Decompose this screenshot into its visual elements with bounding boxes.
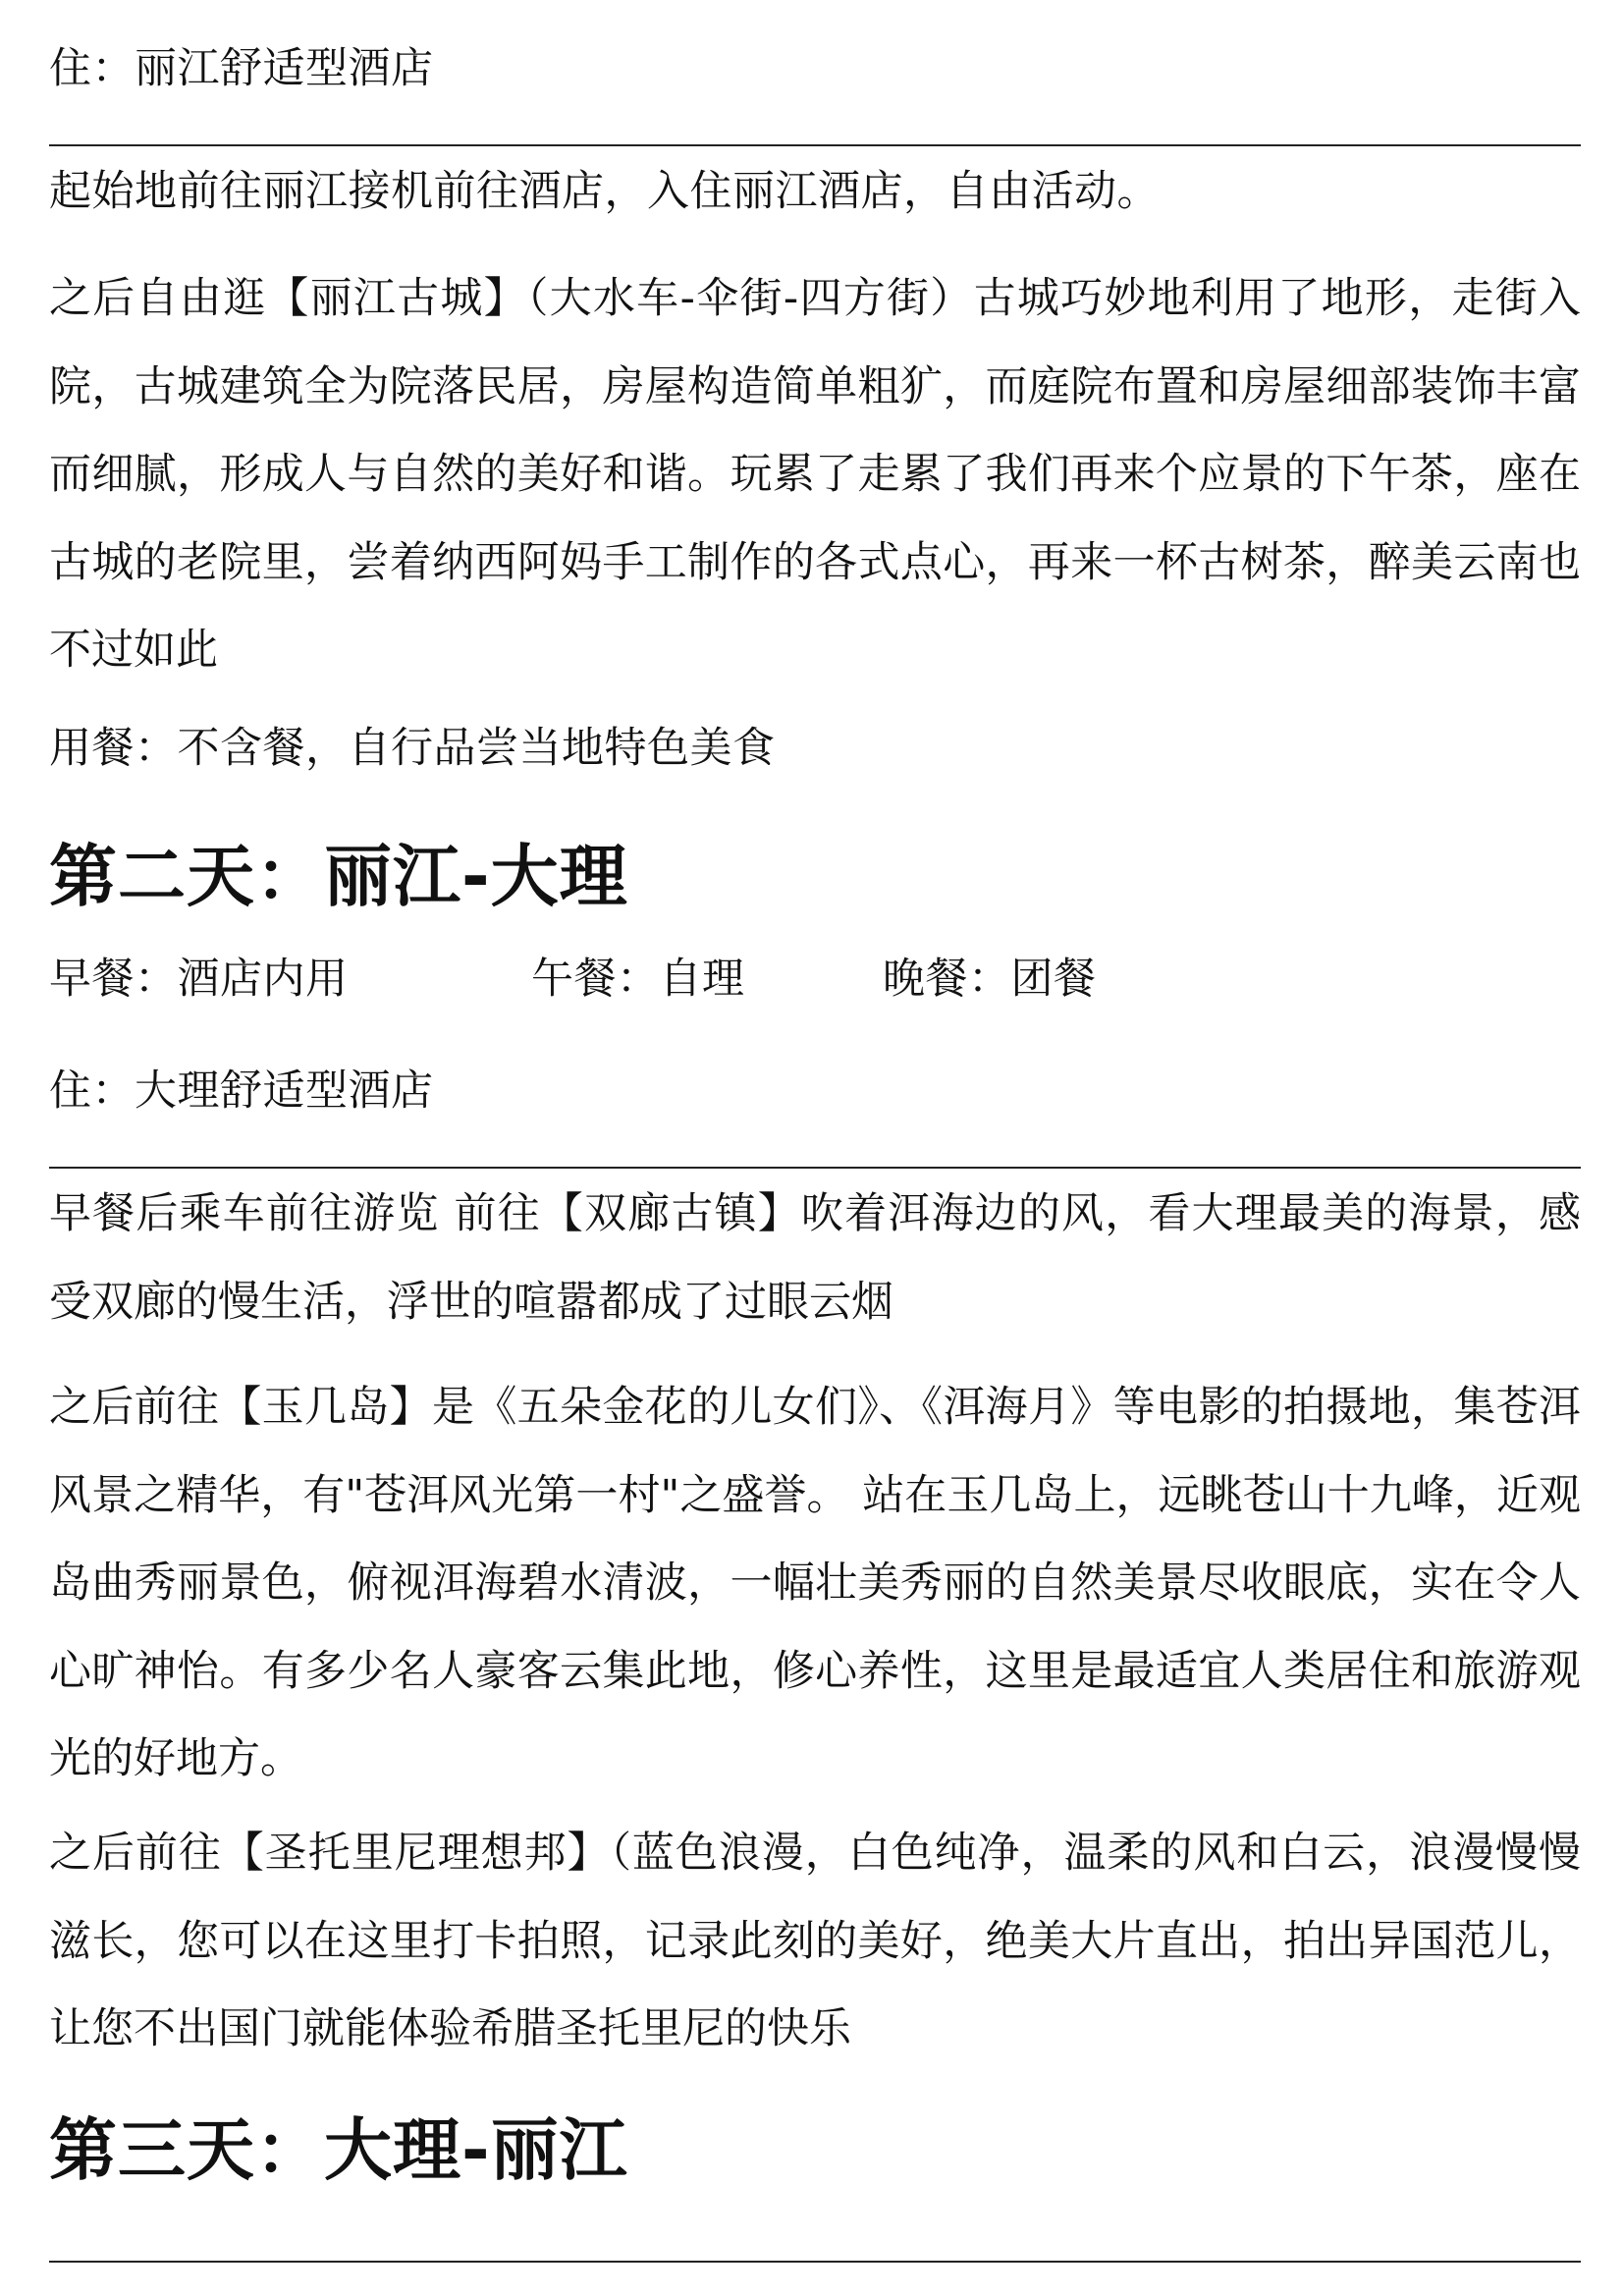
day2-paragraph-santorini: 之后前往【圣托里尼理想邦】（蓝色浪漫，白色纯净，温柔的风和白云，浪漫慢慢滋长，您可以在这里打卡拍照，记录此刻的美好，绝美大片直出，拍出异国范儿，让您不出国门就能体验希腊圣托里尼的快乐	[49, 1829, 1581, 2053]
day2-paragraph-shuanglang: 早餐后乘车前往游览 前往【双廊古镇】吹着洱海边的风，看大理最美的海景，感受双廊的慢生活，浮世的喧嚣都成了过眼云烟	[49, 1189, 1581, 1327]
day2-stay: 住：大理舒适型酒店	[49, 1066, 434, 1116]
day3-heading: 第三天：大理-丽江	[49, 2111, 628, 2190]
day2-breakfast: 早餐：酒店内用	[49, 955, 349, 1004]
divider	[49, 144, 1581, 146]
day2-dinner: 晚餐：团餐	[883, 955, 1097, 1004]
day1-meal-note: 用餐：不含餐，自行品尝当地特色美食	[49, 724, 776, 773]
day2-heading: 第二天：丽江-大理	[49, 838, 628, 916]
day1-stay: 住：丽江舒适型酒店	[49, 44, 434, 93]
divider	[49, 1167, 1581, 1169]
day2-lunch: 午餐：自理	[531, 955, 745, 1004]
day1-paragraph-old-town: 之后自由逛【丽江古城】（大水车-伞街-四方街）古城巧妙地利用了地形，走街入院，古城建筑全为院落民居，房屋构造简单粗犷，而庭院布置和房屋细部装饰丰富而细腻，形成人与自然的美好和谐。玩累了走累了我们再来个应景的下午茶，座在古城的老院里，尝着纳西阿妈手工制作的各式点心，再来一杯古树茶，醉美云南也不过如此	[49, 274, 1581, 675]
day2-meals-row	[49, 936, 1097, 1022]
day1-paragraph-arrival: 起始地前往丽江接机前往酒店，入住丽江酒店，自由活动。	[49, 167, 1160, 216]
day2-paragraph-yuji-island: 之后前往【玉几岛】是《五朵金花的儿女们》、《洱海月》等电影的拍摄地，集苍洱风景之精华，有"苍洱风光第一村"之盛誉。 站在玉几岛上，远眺苍山十九峰，近观岛曲秀丽景色，俯视洱海碧水清波，一幅壮美秀丽的自然美景尽收眼底，实在令人心旷神怡。有多少名人豪客云集此地，修心养性，这里是最适宜人类居住和旅游观光的好地方。	[49, 1383, 1581, 1783]
divider	[49, 2261, 1581, 2263]
